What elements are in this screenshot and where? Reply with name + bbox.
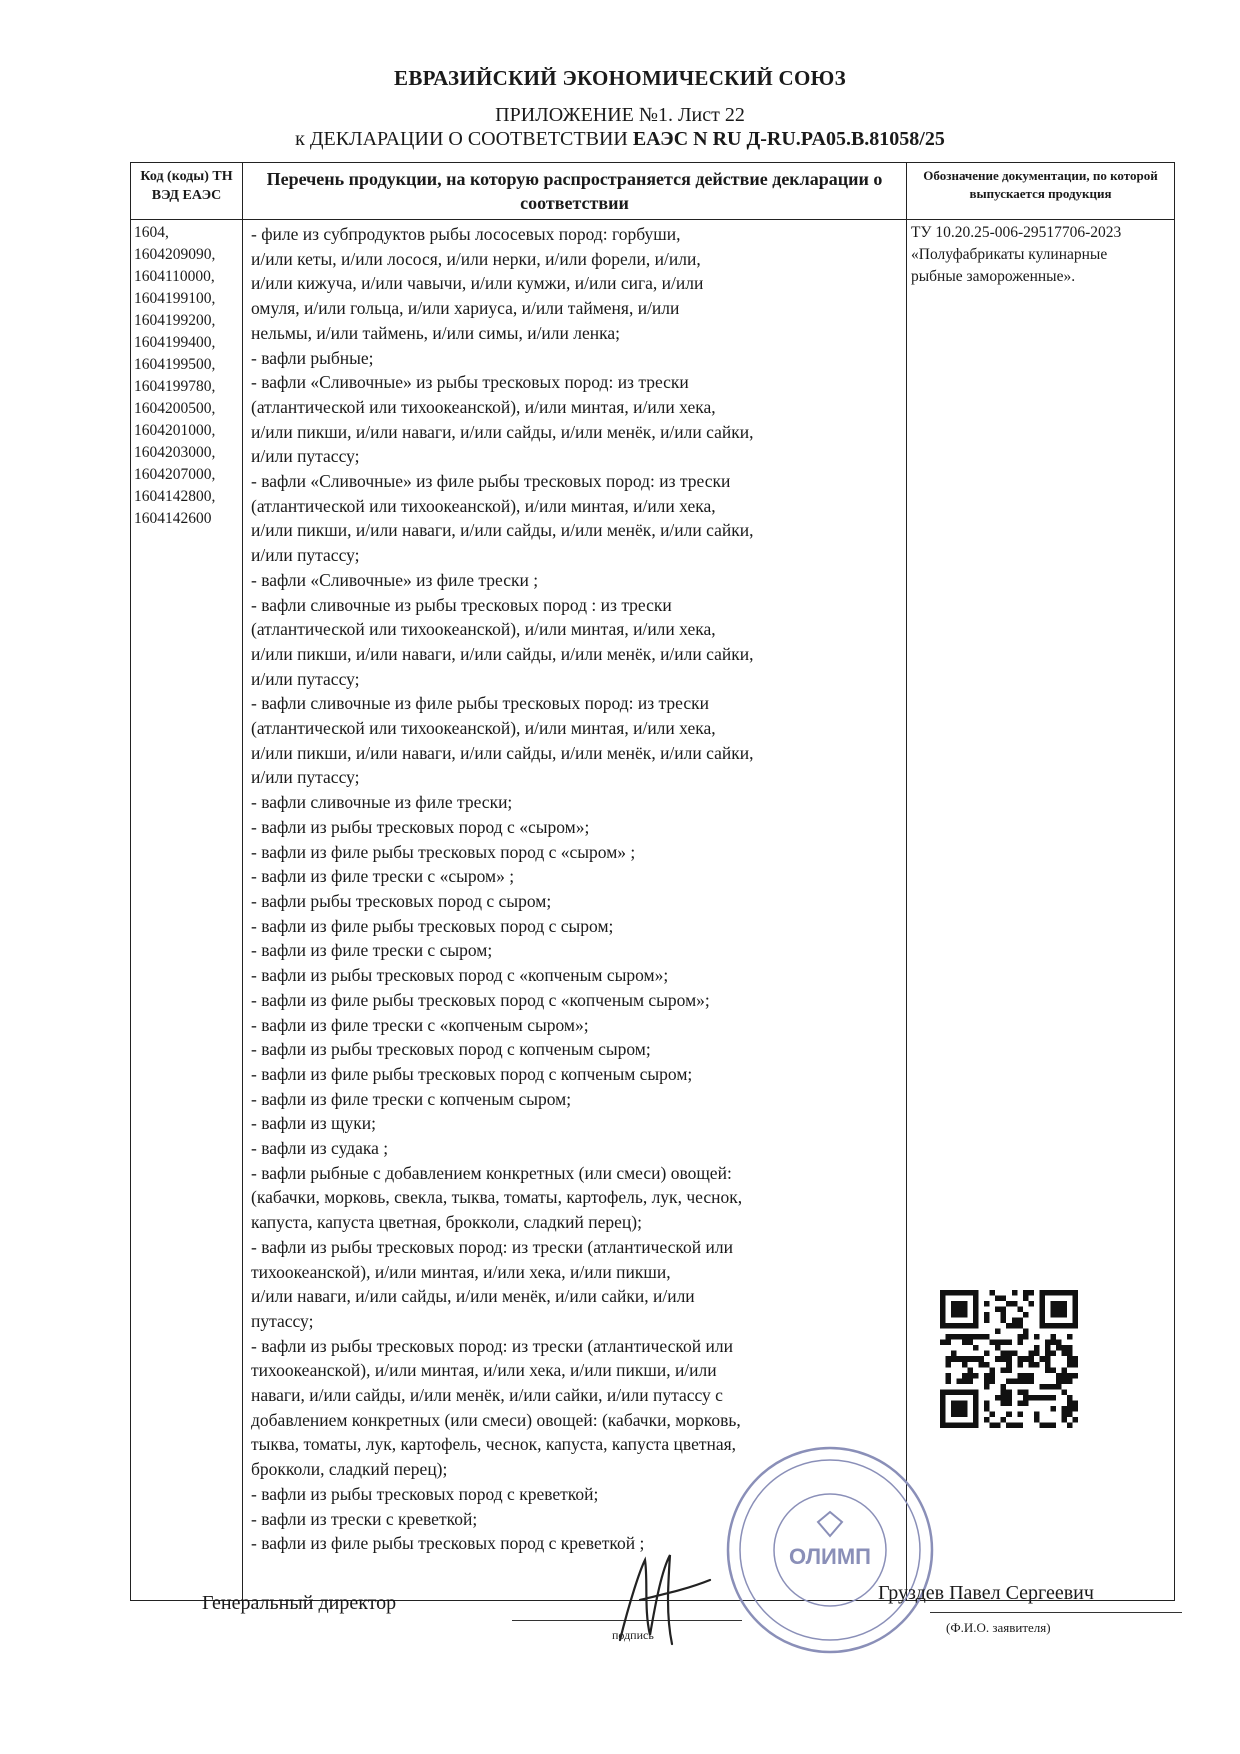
product-line: - вафли из филе рыбы тресковых пород с копченым сыром; — [251, 1063, 693, 1084]
product-line: - вафли из филе трески с копченым сыром; — [251, 1088, 572, 1109]
product-line: тихоокеанской), и/или минтая, и/или хека, и/или пикши, и/или — [251, 1360, 717, 1381]
product-line: наваги, и/или сайды, и/или менёк, и/или сайки, и/или путассу с — [251, 1385, 723, 1406]
product-line: (кабачки, морковь, свекла, тыква, томаты, картофель, лук, чеснок, — [251, 1187, 743, 1208]
hs-code-line: 1604199400, — [134, 334, 216, 351]
table-header-row — [131, 163, 1175, 220]
hs-code-line: 1604209090, — [134, 246, 216, 263]
product-line: - вафли из рыбы тресковых пород с «копченым сыром»; — [251, 965, 669, 986]
product-line: - вафли сливочные из филе рыбы тресковых пород: из трески — [251, 693, 709, 714]
product-line: - вафли рыбные; — [251, 347, 374, 368]
product-line: - вафли из щуки; — [251, 1113, 376, 1134]
name-line — [930, 1612, 1182, 1613]
product-line: брокколи, сладкий перец); — [251, 1459, 448, 1480]
product-line: - вафли из филе рыбы тресковых пород с «сыром» ; — [251, 841, 636, 862]
qr-code-icon — [940, 1290, 1078, 1428]
product-line: капуста, капуста цветная, брокколи, сладкий перец); — [251, 1212, 642, 1233]
product-line: - вафли рыбы тресковых пород с сыром; — [251, 890, 552, 911]
product-line: и/или кижуча, и/или чавычи, и/или кумжи, и/или сига, и/или — [251, 273, 704, 294]
hs-code-line: 1604142800, — [134, 488, 216, 505]
hs-code-line: 1604199100, — [134, 290, 216, 307]
product-line: (атлантической или тихоокеанской), и/или минтая, и/или хека, — [251, 718, 716, 739]
product-line: - вафли «Сливочные» из филе рыбы тресковых пород: из трески — [251, 471, 731, 492]
hs-code-line: 1604, — [134, 224, 169, 241]
product-line: путассу; — [251, 1310, 314, 1331]
hs-code-line: 1604199500, — [134, 356, 216, 373]
hs-code-line: 1604203000, — [134, 444, 216, 461]
product-line: - вафли из рыбы тресковых пород с копченым сыром; — [251, 1039, 651, 1060]
product-line: - вафли «Сливочные» из филе трески ; — [251, 569, 539, 590]
product-line: омуля, и/или гольца, и/или хариуса, и/или тайменя, и/или — [251, 298, 680, 319]
product-line: и/или наваги, и/или сайды, и/или менёк, и/или сайки, и/или — [251, 1286, 695, 1307]
product-line: (атлантической или тихоокеанской), и/или минтая, и/или хека, — [251, 619, 716, 640]
hs-code-line: 1604201000, — [134, 422, 216, 439]
product-line: - вафли из рыбы тресковых пород с «сыром»; — [251, 816, 590, 837]
union-title: ЕВРАЗИЙСКИЙ ЭКОНОМИЧЕСКИЙ СОЮЗ — [394, 66, 846, 90]
product-line: и/или путассу; — [251, 668, 360, 689]
declaration-prefix: к ДЕКЛАРАЦИИ О СООТВЕТСТВИИ — [295, 128, 628, 150]
documentation-column-header: Обозначение документации, по которой выпускается продукция — [907, 163, 1175, 220]
product-line: - вафли из рыбы тресковых пород: из трески (атлантической или — [251, 1335, 733, 1356]
documentation-line: «Полуфабрикаты кулинарные — [911, 246, 1108, 263]
product-line: - филе из субпродуктов рыбы лососевых пород: горбуши, — [251, 224, 681, 244]
product-line: и/или путассу; — [251, 545, 360, 566]
stamp-name: ОЛИМП — [789, 1544, 871, 1569]
code-column-header: Код (коды) ТН ВЭД ЕАЭС — [131, 163, 243, 220]
product-line: - вафли «Сливочные» из рыбы тресковых пород: из трески — [251, 372, 689, 393]
product-list-cell — [243, 220, 907, 1601]
product-line: и/или пикши, и/или наваги, и/или сайды, и/или менёк, и/или сайки, — [251, 643, 754, 664]
signer-full-name: Груздев Павел Сергеевич — [878, 1582, 1094, 1604]
product-line: и/или пикши, и/или наваги, и/или сайды, и/или менёк, и/или сайки, — [251, 520, 754, 541]
product-line: тихоокеанской), и/или минтая, и/или хека, и/или пикши, — [251, 1261, 671, 1282]
product-line: - вафли из рыбы тресковых пород: из трески (атлантической или — [251, 1236, 733, 1257]
product-line: и/или пикши, и/или наваги, и/или сайды, и/или менёк, и/или сайки, — [251, 421, 754, 442]
hs-code-line: 1604142600 — [134, 510, 212, 527]
product-line: и/или пикши, и/или наваги, и/или сайды, и/или менёк, и/или сайки, — [251, 742, 754, 763]
product-line: - вафли из филе рыбы тресковых пород с «копченым сыром»; — [251, 989, 710, 1010]
hs-code-line: 1604207000, — [134, 466, 216, 483]
product-line: - вафли из рыбы тресковых пород с креветкой; — [251, 1483, 599, 1504]
name-caption: (Ф.И.О. заявителя) — [946, 1620, 1051, 1635]
product-line: тыква, томаты, лук, картофель, чеснок, капуста, капуста цветная, — [251, 1434, 737, 1455]
signature-caption: подпись — [612, 1628, 654, 1642]
product-line: - вафли сливочные из филе трески; — [251, 792, 513, 813]
product-line: (атлантической или тихоокеанской), и/или минтая, и/или хека, — [251, 495, 716, 516]
appendix-title: ПРИЛОЖЕНИЕ №1. Лист 22 — [495, 104, 745, 126]
hs-code-line: 1604200500, — [134, 400, 216, 417]
codes-cell — [131, 220, 243, 1601]
product-line: - вафли из филе трески с сыром; — [251, 940, 493, 961]
documentation-line: рыбные замороженные». — [911, 268, 1076, 285]
product-line: добавлением конкретных (или смеси) овощей: (кабачки, морковь, — [251, 1409, 741, 1430]
declaration-reference — [0, 128, 1240, 151]
hs-code-line: 1604199780, — [134, 378, 216, 395]
product-line: нельмы, и/или таймень, и/или симы, и/или ленка; — [251, 322, 621, 343]
product-line: - вафли рыбные с добавлением конкретных (или смеси) овощей: — [251, 1162, 732, 1183]
product-line: (атлантической или тихоокеанской), и/или минтая, и/или хека, — [251, 396, 716, 417]
product-line: и/или кеты, и/или лосося, и/или нерки, и/или форели, и/или, — [251, 248, 701, 269]
product-line: - вафли из филе трески с «сыром» ; — [251, 866, 515, 887]
handwritten-signature-icon — [600, 1540, 720, 1650]
product-line: - вафли сливочные из рыбы тресковых пород : из трески — [251, 594, 672, 615]
documentation-line: ТУ 10.20.25-006-29517706-2023 — [911, 224, 1122, 241]
product-line: - вафли из филе рыбы тресковых пород с сыром; — [251, 915, 614, 936]
product-line: и/или путассу; — [251, 767, 360, 788]
product-line: - вафли из судака ; — [251, 1138, 389, 1159]
product-list-column-header: Перечень продукции, на которую распространяется действие декларации о соответствии — [243, 163, 907, 220]
stamp-seal-icon — [722, 1442, 938, 1658]
product-line: - вафли из филе рыбы тресковых пород с креветкой ; — [251, 1533, 645, 1554]
product-line: - вафли из трески с креветкой; — [251, 1508, 478, 1529]
signer-position: Генеральный директор — [202, 1592, 397, 1614]
hs-code-line: 1604199200, — [134, 312, 216, 329]
hs-code-line: 1604110000, — [134, 268, 215, 285]
declaration-number: ЕАЭС N RU Д-RU.PA05.B.81058/25 — [632, 128, 945, 150]
product-line: и/или путассу; — [251, 446, 360, 467]
product-line: - вафли из филе трески с «копченым сыром»; — [251, 1014, 589, 1035]
